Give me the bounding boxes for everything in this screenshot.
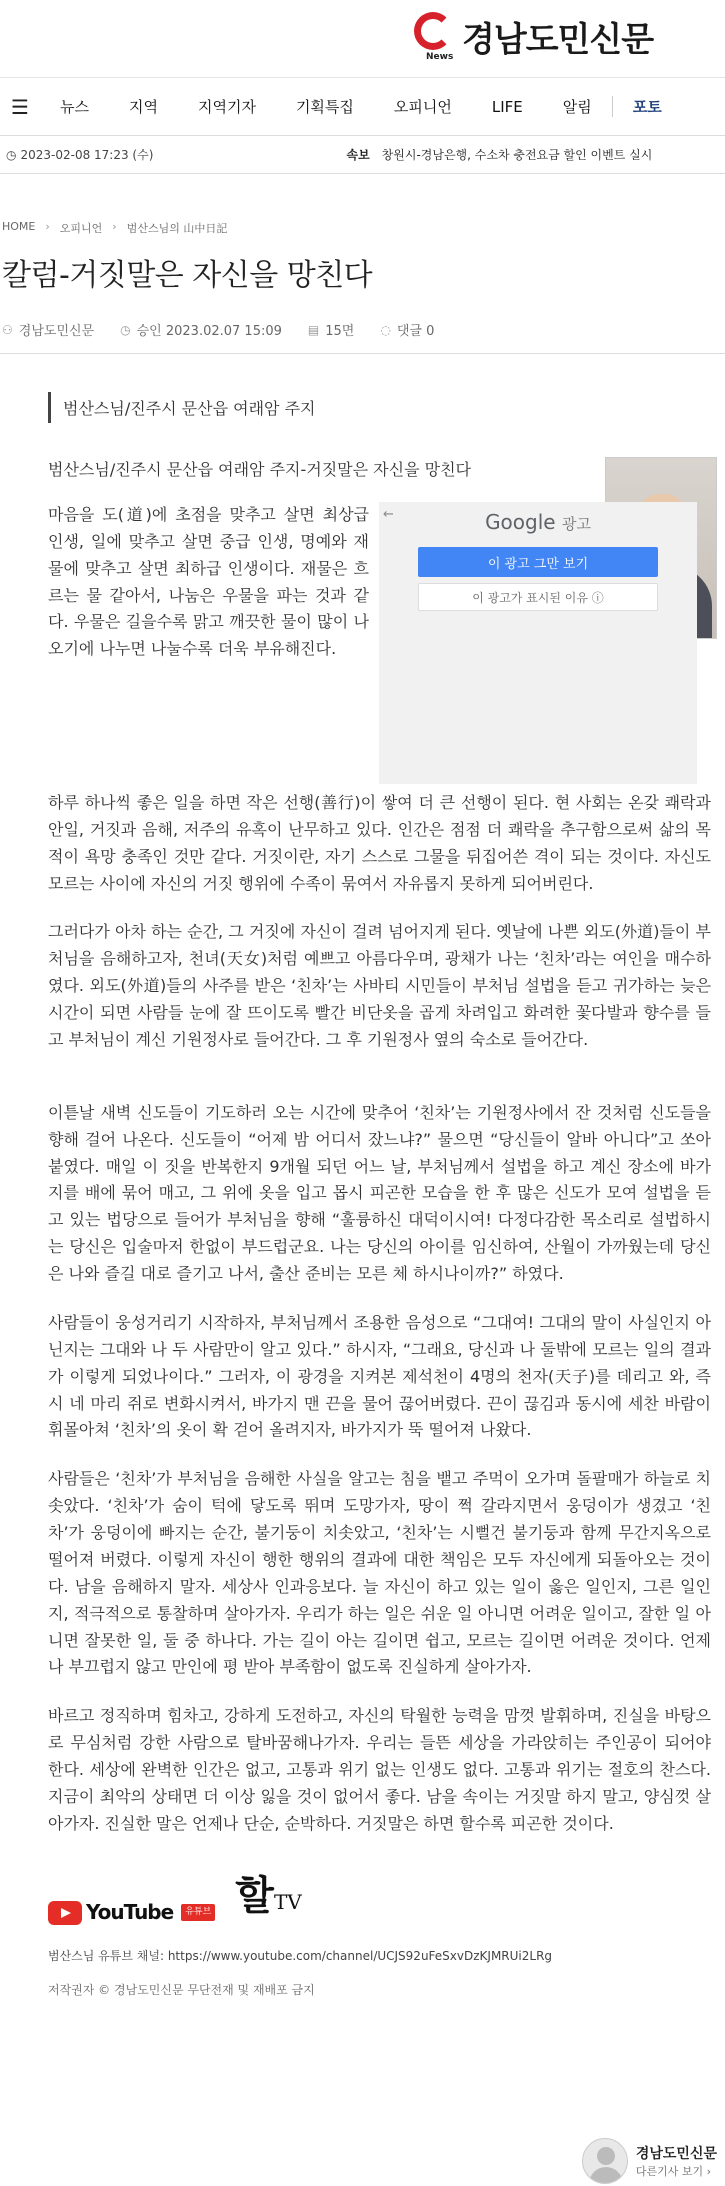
comment-icon: ◌ xyxy=(380,322,391,337)
hal-tv-logo xyxy=(235,1862,301,1929)
hamburger-menu-icon[interactable]: ☰ xyxy=(11,94,29,119)
google-label: Google xyxy=(485,509,556,534)
back-arrow-icon[interactable]: ← xyxy=(383,506,394,522)
logo-sub: News xyxy=(426,52,454,62)
article-paragraph: 하루 하나씩 좋은 일을 하면 작은 선행(善行)이 쌓여 더 큰 선행이 된다. 현 사회는 온갖 쾌락과 안일, 거짓과 음해, 저주의 유혹이 난무하고 있다. 인간은 점점 더 쾌락을 추구함으로써 삶의 목적이 욕망 충족인 것만 같다. 거짓이란, 자기 스스로 그물을 뒤집어쓴 격이 되는 것이다. 자신도 모르는 사이에 자신의 거짓 행위에 수족이 묶여서 자유롭지 못하게 되어버린다. xyxy=(48,792,711,893)
site-logo[interactable] xyxy=(410,8,653,64)
article-meta xyxy=(0,320,725,354)
breadcrumb-separator-icon: › xyxy=(45,220,50,233)
meta-comments[interactable] xyxy=(380,320,434,339)
hal-text: 할 xyxy=(235,1872,274,1920)
main-nav xyxy=(0,78,725,136)
logo-text: 경남도민신문 xyxy=(462,19,654,60)
breaking-headline[interactable]: 창원시-경남은행, 수소차 충전요금 할인 이벤트 실시 xyxy=(381,148,653,162)
why-ad-button[interactable]: 이 광고가 표시된 이유 ⓘ xyxy=(418,583,658,611)
article-paragraph: 그러다가 아차 하는 순간, 그 거짓에 자신이 걸려 넘어지게 된다. 옛날에 나쁜 외도(外道)들이 부처님을 음해하고자, 천녀(天女)처럼 예쁘고 아름다우며, 광채가 나는 ‘친차’라는 여인을 매수하였다. 외도(外道)들의 사주를 받은 ‘친차’는 사바티 시민들이 부처님 설법을 듣고 귀가하는 늦은 시간이 되면 사람들 눈에 잘 뜨이도록 빨간 비단옷을 곱게 차려입고 화려한 꽃다발과 향수를 들고 부처님이 계신 기원정사로 들어간다. 그 후 기원정사 옆의 숙소로 들어간다. xyxy=(48,922,711,1049)
google-ad xyxy=(379,502,697,784)
user-icon: ⚇ xyxy=(2,322,13,337)
page-number: 15면 xyxy=(325,324,355,339)
ad-label: 광고 xyxy=(561,514,591,533)
nav-item-region[interactable]: 지역 xyxy=(128,98,158,116)
logo-mark-icon xyxy=(410,8,456,64)
clock-icon: ◷ xyxy=(6,147,17,162)
article-paragraph: 마음을 도(道)에 초점을 맞추고 살면 최상급 인생, 일에 맞추고 살면 중급 인생, 명예와 재물에 맞추고 살면 최하급 인생이다. 재물은 흐르는 물 같아서, 나눔은 우물을 파는 것과 같다. 우물은 길을수록 맑고 깨끗한 물이 많이 나오기에 나누면 나눌수록 더욱 부유해진다. xyxy=(48,504,369,659)
article-paragraph: 이튿날 새벽 신도들이 기도하러 오는 시간에 맞추어 ‘친차’는 기원정사에서 잔 것처럼 신도들을 향해 걸어 나온다. 신도들이 “어제 밤 어디서 잤느냐?” 물으면 “당신들이 알바 아니다”고 쏘아붙였다. 매일 이 짓을 반복한지 9개월 되던 어느 날, 부처님께서 설법을 하고 계신 장소에 바가지를 배에 묶어 매고, 그 위에 옷을 입고 몹시 피곤한 모습을 한 후 많은 신도가 모여 설법을 듣고 있는 법당으로 들어가 부처님을 향해 “훌륭하신 대덕이시여! 다정다감한 목소리로 설법하시는 당신은 입술마저 한없이 부드럽군요. 나는 당신의 아이를 임신하여, 산월이 가까웠는데 당신은 나와 즐길 대로 즐기고 나서, 출산 준비는 모른 체 하시나이까?” 하였다. xyxy=(48,1102,711,1283)
nav-item-region-reporter[interactable]: 지역기자 xyxy=(197,98,256,116)
breaking-label: 속보 xyxy=(346,148,370,162)
nav-item-special[interactable]: 기획특집 xyxy=(295,98,354,116)
newspaper-icon: ▤ xyxy=(307,322,320,337)
stop-ad-button[interactable]: 이 광고 그만 보기 xyxy=(418,547,658,577)
nav-item-life[interactable]: LIFE xyxy=(491,97,523,116)
article-paragraph: 사람들이 웅성거리기 시작하자, 부처님께서 조용한 음성으로 “그대여! 그대의 말이 사실인지 아닌지는 그대와 나 두 사람만이 알고 있다.” 하시자, “그래요, 당신과 나 둘밖에 모르는 일의 결과가 이렇게 되었나이다.” 그러자, 이 광경을 지켜본 제석천이 4명의 천자(天子)를 데리고 와, 즉시 네 마리 쥐로 변화시켜서, 바가지 맨 끈을 물어 끊어버렸다. 끈이 끊김과 동시에 세찬 바람이 휘몰아쳐 ‘친차’의 옷이 확 걷어 올려지자, 바가지가 뚝 떨어져 나왔다. xyxy=(48,1312,711,1440)
nav-item-opinion[interactable]: 오피니언 xyxy=(393,98,452,116)
breadcrumb-home[interactable]: HOME xyxy=(2,220,36,233)
nav-item-photo[interactable]: 포토 xyxy=(612,96,682,117)
nav-items xyxy=(40,96,682,117)
article-title: 칼럼-거짓말은 자신을 망친다 xyxy=(2,258,373,293)
reporter-name: 경남도민신문 xyxy=(635,2146,717,2162)
meta-approved xyxy=(120,320,282,339)
reporter-info xyxy=(636,2143,717,2179)
youtube-logo-sub: 유튜브 xyxy=(181,1904,215,1921)
article-body xyxy=(0,457,725,2000)
youtube-channel-link[interactable]: 범산스님 유튜브 채널: https://www.youtube.com/channel/UCJS92uFeSxvDzKJMRUi2LRg xyxy=(48,1948,553,1963)
nav-item-notice[interactable]: 알림 xyxy=(562,98,592,116)
article-paragraph: 사람들은 ‘친차’가 부처님을 음해한 사실을 알고는 침을 뱉고 주먹이 오가며 돌팔매가 하늘로 치솟았다. ‘친차’가 숨이 턱에 닿도록 뛰며 도망가자, 땅이 쩍 갈라지면서 웅덩이가 생겼고 ‘친차’가 웅덩이에 빠지는 순간, 불기둥이 치솟았고, ‘친차’는 시뻘건 불기둥과 함께 무간지옥으로 떨어져 버렸다. 이렇게 자신이 행한 행위의 결과에 대한 책임은 모두 자신에게 되돌아오는 것이다. 남을 음해하지 말자. 세상사 인과응보다. 늘 자신이 하고 있는 일이 옳은 일인지, 그른 일인지, 적극적으로 통찰하며 살아가자. 우리가 하는 일은 쉬운 일 아니면 어려운 일이고, 잘한 일 아니면 잘못한 일, 둘 중 하나다. 가는 길이 아는 길이면 쉽고, 모르는 길이면 어려운 것이다. 언제나 부끄럽지 않고 만인에 평 받아 부족함이 없도록 진실하게 살아가자. xyxy=(48,1469,711,1677)
reporter-card[interactable] xyxy=(582,2138,717,2184)
article-lead: 범산스님/진주시 문산읍 여래암 주지-거짓말은 자신을 망친다 xyxy=(48,460,471,479)
article-paragraph: 바르고 정직하며 힘차고, 강하게 도전하고, 자신의 탁월한 능력을 맘껏 발휘하며, 진실을 바탕으로 무심처럼 강한 사람으로 탈바꿈해나가자. 우리는 들뜬 세상을 가라앉히는 주인공이 되어야 한다. 세상에 완벽한 인간은 없고, 고통과 위기 없는 인생도 없다. 고통과 위기는 절호의 찬스다. 지금이 최악의 상태면 더 이상 잃을 것이 없어서 좋다. 남을 속이는 거짓말 하지 말고, 양심껏 살아가자. 진실한 말은 언제나 단순, 순박하다. 거짓말은 하면 할수록 피곤한 것이다. xyxy=(48,1706,711,1833)
hal-tv: TV xyxy=(273,1890,302,1915)
copyright-notice: 저작권자 © 경남도민신문 무단전재 및 재배포 금지 xyxy=(48,1982,315,1997)
approved-time: 승인 2023.02.07 15:09 xyxy=(136,324,282,339)
nav-item-news[interactable]: 뉴스 xyxy=(60,98,89,116)
logo-bar xyxy=(0,0,725,78)
clock-icon: ◷ xyxy=(120,322,131,337)
youtube-logo[interactable] xyxy=(48,1896,215,1930)
breadcrumb-separator-icon: › xyxy=(112,220,117,233)
ticker-bar xyxy=(0,136,725,174)
current-date: 2023-02-08 17:23 (수) xyxy=(20,148,154,162)
youtube-logo-text: YouTube xyxy=(86,1900,174,1925)
breadcrumb-column[interactable]: 범산스님의 山中日記 xyxy=(126,222,228,235)
breadcrumb-opinion[interactable]: 오피니언 xyxy=(59,222,103,235)
meta-author xyxy=(2,320,94,339)
youtube-play-icon xyxy=(48,1901,82,1925)
author-name: 경남도민신문 xyxy=(18,324,95,339)
youtube-banner xyxy=(48,1860,711,1930)
comment-count: 댓글 0 xyxy=(396,324,435,339)
avatar xyxy=(582,2138,628,2184)
breadcrumb xyxy=(0,220,725,236)
meta-page xyxy=(308,320,354,339)
other-articles-link[interactable]: 다른기사 보기 › xyxy=(635,2165,711,2178)
ad-header xyxy=(379,506,697,540)
article-subtitle: 범산스님/진주시 문산읍 여래암 주지 xyxy=(48,392,725,423)
